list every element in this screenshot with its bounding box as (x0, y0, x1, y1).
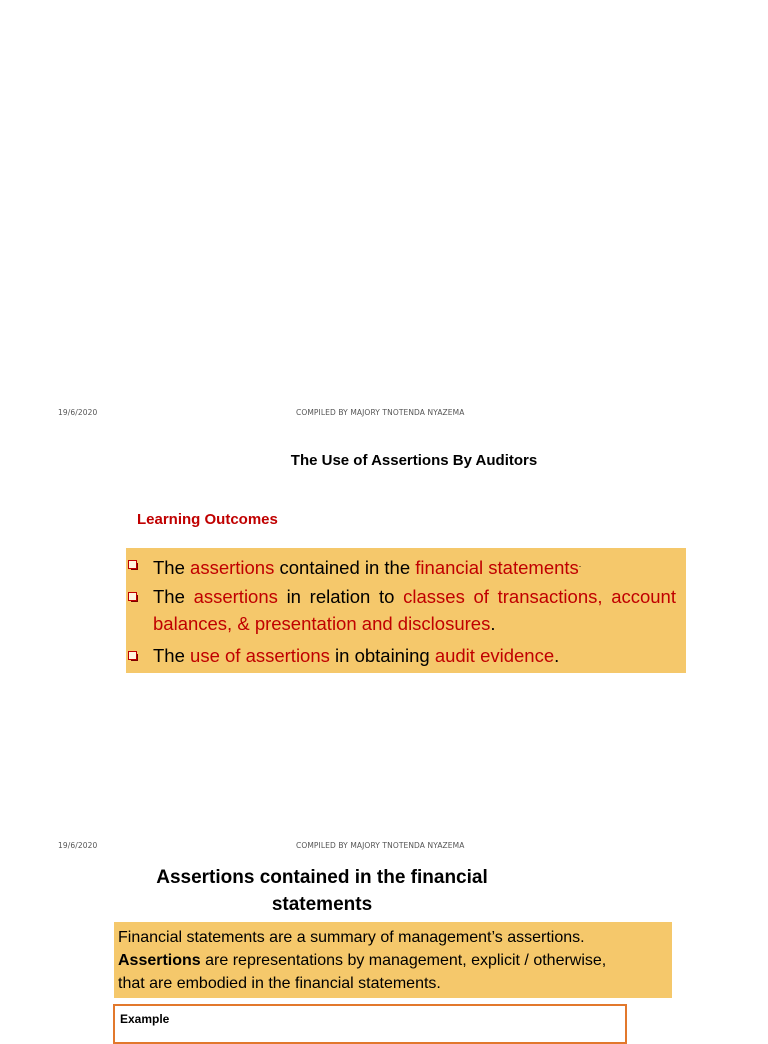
slide2-title (130, 864, 514, 918)
definition-box (114, 922, 672, 998)
outcome-item-2: The assertions in relation to classes of transactions, account balances, & presentation and disclosures. (153, 586, 676, 634)
slide2-title-line2: statements (271, 894, 373, 915)
checkbox-bullet-icon (128, 592, 137, 601)
example-label: Example (120, 1012, 170, 1026)
outcome-item-3: The use of assertions in obtaining audit evidence. (153, 645, 560, 666)
slide2-title-line1: Assertions contained in the financial (156, 867, 488, 888)
learning-outcomes-heading: Learning Outcomes (137, 511, 278, 528)
definition-text: Financial statements are a summary of management’s assertions. Assertions are representations by management, explicit / otherwise, that are embodied in the financial statements. (118, 929, 607, 992)
slide2-date: 19/6/2020 (58, 841, 98, 850)
slide1-title: The Use of Assertions By Auditors (290, 452, 538, 469)
slide1-date: 19/6/2020 (58, 408, 98, 417)
slide1-footer: COMPILED BY MAJORY TNOTENDA NYAZEMA (296, 408, 465, 417)
outcome-item-1: The assertions contained in the financial statements. (153, 557, 582, 579)
learning-outcomes-box (126, 548, 686, 673)
slide2-footer: COMPILED BY MAJORY TNOTENDA NYAZEMA (296, 841, 465, 850)
checkbox-bullet-icon (128, 651, 137, 660)
checkbox-bullet-icon (128, 560, 137, 569)
example-box (113, 1004, 627, 1044)
